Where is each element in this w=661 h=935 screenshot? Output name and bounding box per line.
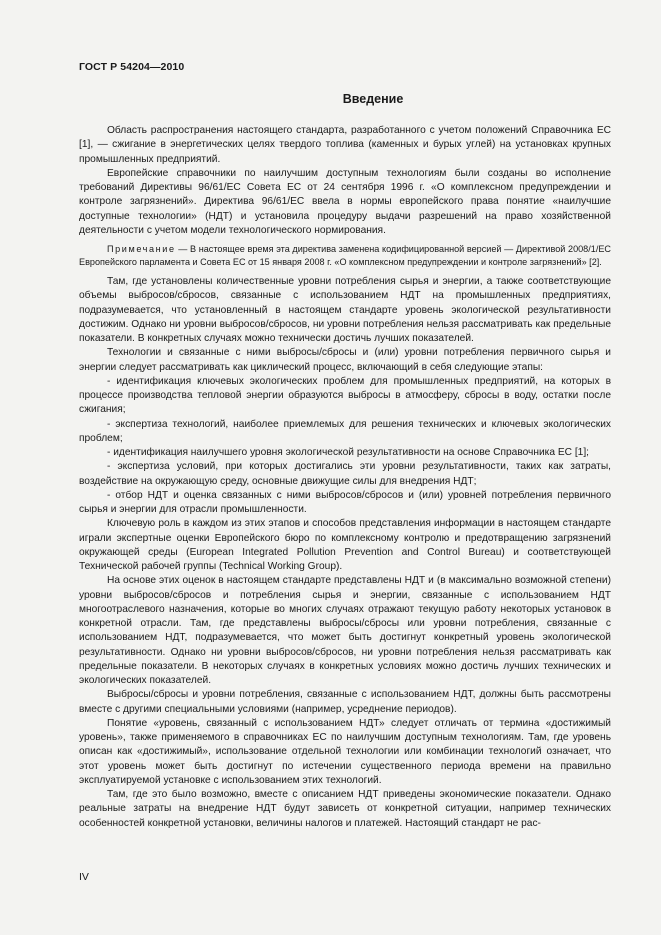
paragraph: Область распространения настоящего стандарта, разработанного с учетом положений Справочника ЕС [1], — сжигание в энергетических целях твердого топлива (каменных и бурых углей) на установках крупных промышленных предприятий. bbox=[79, 125, 611, 165]
section-title: Введение bbox=[342, 92, 404, 106]
note bbox=[79, 243, 611, 268]
paragraph: Ключевую роль в каждом из этих этапов и способов представления информации в настоящем стандарте играли экспертные оценки Европейского бюро по комплексному контролю и предотвращению загрязнений окружающей среды (European Integrated Pollution Prevention and Control Bureau) и соответствующей Технической рабочей группы (Technical Working Group). bbox=[79, 518, 611, 573]
list-item: - идентификация ключевых экологических проблем для промышленных предприятий, на которых в процессе производства тепловой энергии образуются выбросы в атмосферу, сбросы в воду, остатки после сжигания; bbox=[79, 375, 611, 416]
list-item: - экспертиза технологий, наиболее приемлемых для решения технических и ключевых экологических проблем; bbox=[79, 418, 611, 444]
list-item: - идентификация наилучшего уровня экологической результативности на основе Справочника ЕС [1]; bbox=[107, 447, 589, 459]
note-text: — В настоящее время эта директива заменена кодифицированной версией — Директивой 2008/1/ЕС Европейского парламента и Совета ЕС от 15 января 2008 г. «О комплексном предупреждении и контроле загрязнений» [2]. bbox=[79, 244, 611, 267]
paragraph: Там, где это было возможно, вместе с описанием НДТ приведены экономические показатели. Однако реальные затраты на внедрение НДТ будут зависеть от конкретной ситуации, например технических особенностей конкретной установки, величины налогов и платежей. Настоящий стандарт не рас- bbox=[79, 789, 611, 829]
list-item: - отбор НДТ и оценка связанных с ними выбросов/сбросов и (или) уровней потребления первичного сырья и энергии для отрасли промышленности. bbox=[79, 489, 611, 516]
paragraph: На основе этих оценок в настоящем стандарте представлены НДТ и (в максимально возможной степени) уровни выбросов/сбросов и потребления сырья и энергии, связанные с использованием НДТ многоотраслевого назначения, которые во многих случаях отражают текущую работу некоторых установок в конкретной отрасли. Там, где представлены выбросы/сбросы или уровни потребления, связанные с использованием НДТ, подразумевается, что может быть достигнут конкретный уровень экологической результативности. Однако ни уровни выбросов/сбросов, ни уровни потребления нельзя рассматривать как предельные показатели. В некоторых случаях в конкретных условиях можно достичь лучших технических и экологических показателей. bbox=[79, 575, 611, 687]
paragraph: Европейские справочники по наилучшим доступным технологиям были созданы во исполнение требований Директивы 96/61/ЕС Совета ЕС от 24 сентября 1996 г. «О комплексном предупреждении и контроле загрязнений». Директива 96/61/ЕС ввела в нормы европейского права понятие «наилучшие доступные технологии» (НДТ) и установила процедуру выдачи разрешений на право хозяйственной деятельности с учетом модели технологического нормирования. bbox=[79, 167, 611, 236]
paragraph: Там, где установлены количественные уровни потребления сырья и энергии, а также соответствующие объемы выбросов/сбросов, связанные с использованием НДТ на промышленных предприятиях, подразумевается, что установленный в настоящем стандарте уровень экологической результативности достижим. Однако ни уровни выбросов/сбросов, ни уровни потребления нельзя рассматривать как предельные показатели. В конкретных случаях можно технически достичь лучших показателей. bbox=[79, 276, 611, 345]
list-item: - экспертиза условий, при которых достигались эти уровни результативности, таких как затраты, воздействие на окружающую среду, основные движущие силы для внедрения НДТ; bbox=[79, 461, 611, 487]
document-header: ГОСТ Р 54204—2010 bbox=[79, 61, 185, 73]
paragraph: Технологии и связанные с ними выбросы/сбросы и (или) уровни потребления первичного сырья и энергии следует рассматривать как циклический процесс, включающий в себя следующие этапы: bbox=[79, 347, 611, 373]
paragraph: Понятие «уровень, связанный с использованием НДТ» следует отличать от термина «достижимый уровень», также применяемого в справочниках ЕС по наилучшим доступным технологиям. Там, где уровень описан как «достижимый», использование отдельной технологии или комбинации технологий означает, что этот уровень может быть достигнут по истечении существенного периода времени на правильно эксплуатируемой установке с использованием этих технологий. bbox=[79, 717, 611, 786]
note-label: Примечание bbox=[107, 244, 176, 254]
document-body bbox=[79, 124, 611, 831]
page-number: IV bbox=[79, 871, 89, 883]
paragraph: Выбросы/сбросы и уровни потребления, связанные с использованием НДТ, должны быть рассмотрены вместе с другими специальными условиями (например, усреднение периодов). bbox=[79, 689, 611, 715]
